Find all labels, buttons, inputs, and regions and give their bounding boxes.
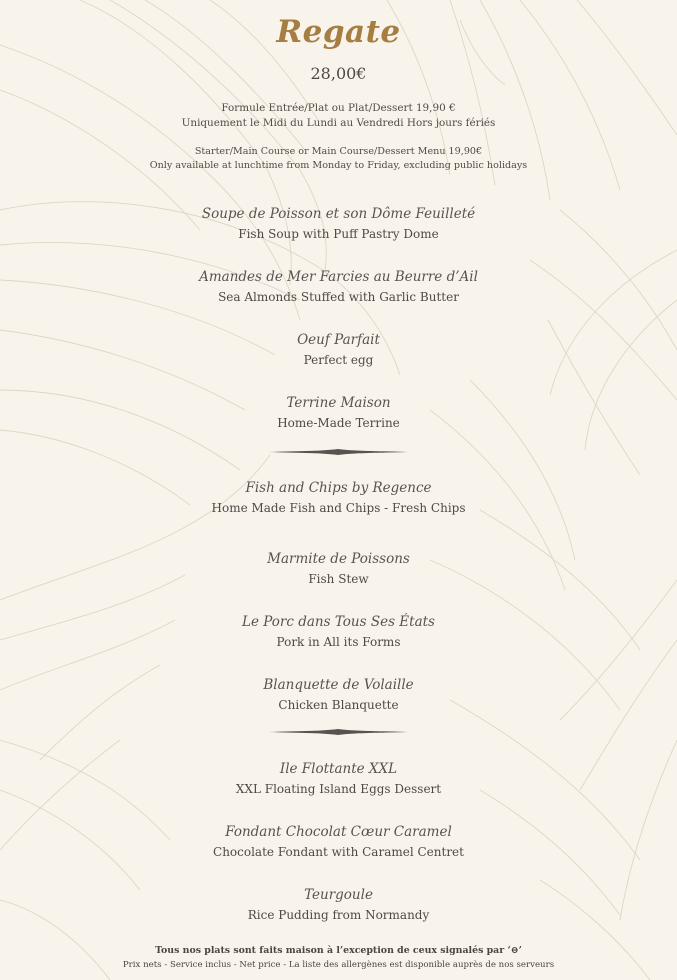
menu-item bbox=[0, 330, 677, 371]
dish-name-english: Pork in All its Forms bbox=[276, 635, 401, 649]
formula-info-english bbox=[0, 145, 677, 173]
formula-line: Formule Entrée/Plat ou Plat/Dessert 19,90 € bbox=[221, 102, 456, 114]
menu-title: Regate bbox=[276, 14, 401, 50]
formula-availability-line: Only available at lunchtime from Monday to Friday, excluding public holidays bbox=[149, 160, 528, 171]
menu-item bbox=[0, 675, 677, 716]
dish-name-french: Oeuf Parfait bbox=[297, 332, 380, 348]
dish-name-french: Marmite de Poissons bbox=[267, 551, 410, 567]
dish-name-french: Ile Flottante XXL bbox=[279, 761, 398, 777]
formula-line: Starter/Main Course or Main Course/Dessert Menu 19,90€ bbox=[194, 146, 483, 157]
menu-item bbox=[0, 549, 677, 590]
menu-item bbox=[0, 759, 677, 800]
menu-item bbox=[0, 204, 677, 245]
dish-name-english: Fish Stew bbox=[308, 572, 369, 586]
dish-name-english: Home-Made Terrine bbox=[277, 416, 400, 430]
dish-name-french: Teurgoule bbox=[304, 887, 373, 903]
menu-price: 28,00€ bbox=[310, 64, 367, 83]
formula-availability-line: Uniquement le Midi du Lundi au Vendredi Hors jours fériés bbox=[181, 117, 496, 129]
dish-name-french: Blanquette de Volaille bbox=[263, 677, 414, 693]
dish-name-english: Fish Soup with Puff Pastry Dome bbox=[238, 227, 439, 241]
menu-item bbox=[0, 393, 677, 434]
formula-info-french bbox=[0, 101, 677, 131]
dish-name-english: Chocolate Fondant with Caramel Centret bbox=[213, 845, 464, 859]
menu-item bbox=[0, 885, 677, 926]
dish-name-english: Home Made Fish and Chips - Fresh Chips bbox=[211, 501, 466, 515]
dish-name-english: Rice Pudding from Normandy bbox=[247, 908, 430, 922]
dish-name-french: Fish and Chips by Regence bbox=[245, 480, 432, 496]
dish-name-french: Fondant Chocolat Cœur Caramel bbox=[225, 824, 452, 840]
dish-name-french: Soupe de Poisson et son Dôme Feuilleté bbox=[201, 206, 476, 222]
dish-name-french: Terrine Maison bbox=[286, 395, 391, 411]
dish-name-french: Le Porc dans Tous Ses États bbox=[242, 614, 435, 630]
menu-item bbox=[0, 612, 677, 653]
homemade-notice: Tous nos plats sont faits maison à l’exception de ceux signalés par ‘⊖’ bbox=[155, 945, 522, 956]
dish-name-english: Perfect egg bbox=[303, 353, 374, 367]
menu-footer bbox=[0, 944, 677, 972]
dish-name-english: XXL Floating Island Eggs Dessert bbox=[235, 782, 442, 796]
dish-name-english: Chicken Blanquette bbox=[278, 698, 399, 712]
price-allergen-notice: Prix nets - Service inclus - Net price - La liste des allergènes est disponible auprès de nos serveurs bbox=[122, 960, 555, 970]
dish-name-english: Sea Almonds Stuffed with Garlic Butter bbox=[218, 290, 459, 304]
section-divider bbox=[268, 728, 408, 736]
menu-item bbox=[0, 267, 677, 308]
section-divider bbox=[268, 448, 408, 456]
dish-name-french: Amandes de Mer Farcies au Beurre d’Ail bbox=[199, 269, 478, 285]
menu-item bbox=[0, 478, 677, 519]
menu-item bbox=[0, 822, 677, 863]
